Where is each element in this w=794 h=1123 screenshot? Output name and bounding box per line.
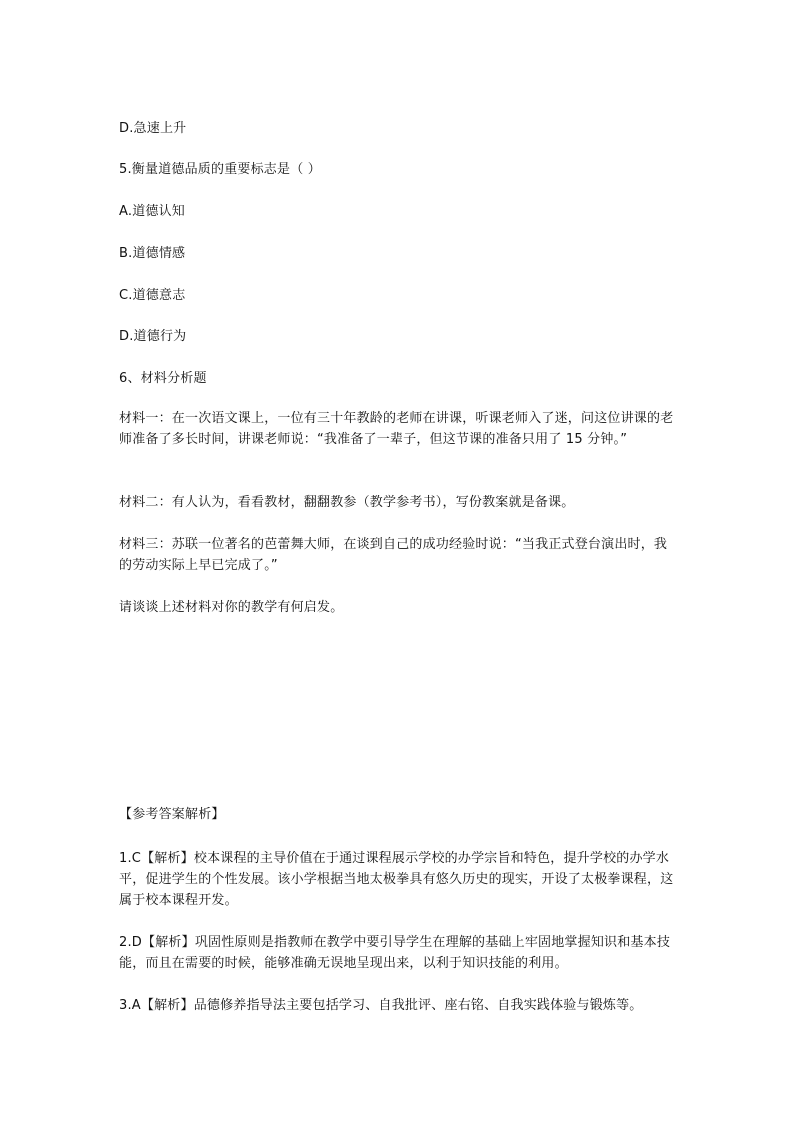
q5-option-a: A.道德认知 bbox=[119, 204, 185, 219]
q6-material-1: 材料一：在一次语文课上，一位有三十年教龄的老师在讲课，听课老师入了迷，问这位讲课的老师准备了多长时间，讲课老师说：“我准备了一辈子，但这节课的准备只用了 15 分钟。” bbox=[119, 411, 674, 447]
q5-option-c: C.道德意志 bbox=[119, 288, 186, 303]
answer-1: 1.C【解析】校本课程的主导价值在于通过课程展示学校的办学宗旨和特色，提升学校的办学水平，促进学生的个性发展。该小学根据当地太极拳具有悠久历史的现实，开设了太极拳课程，这属于校本课程开发。 bbox=[119, 851, 674, 908]
q6-question: 请谈谈上述材料对你的教学有何启发。 bbox=[119, 600, 344, 615]
q6-material-3: 材料三：苏联一位著名的芭蕾舞大师，在谈到自己的成功经验时说：“当我正式登台演出时，我的劳动实际上早已完成了。” bbox=[119, 537, 668, 573]
q5-option-b: B.道德情感 bbox=[119, 246, 186, 261]
q6-title: 6、材料分析题 bbox=[119, 371, 207, 386]
q5-stem: 5.衡量道德品质的重要标志是（ ） bbox=[119, 162, 321, 177]
q6-material-2: 材料二：有人认为，看看教材，翻翻教参（教学参考书），写份教案就是备课。 bbox=[119, 495, 575, 510]
q4-option-d: D.急速上升 bbox=[119, 121, 187, 136]
answer-3: 3.A【解析】品德修养指导法主要包括学习、自我批评、座右铭、自我实践体验与锻炼等。 bbox=[119, 998, 643, 1013]
answer-2: 2.D【解析】巩固性原则是指教师在教学中要引导学生在理解的基础上牢固地掌握知识和基本技能，而且在需要的时候，能够准确无误地呈现出来，以利于知识技能的利用。 bbox=[119, 935, 671, 971]
answers-heading: 【参考答案解析】 bbox=[119, 807, 225, 822]
q5-option-d: D.道德行为 bbox=[119, 329, 187, 344]
